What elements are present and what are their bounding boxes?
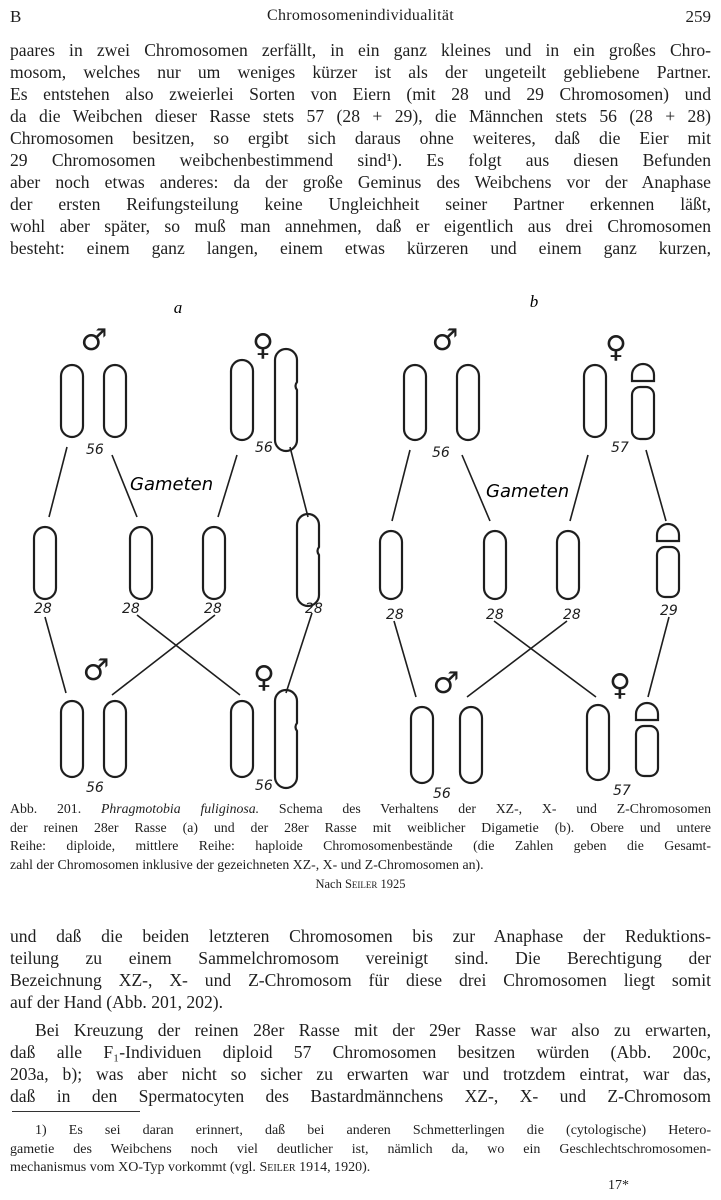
text-line: besteht: einem ganz langen, einem etwas kürzeren und einem ganz kurzen, xyxy=(10,238,711,258)
text-line: auf der Hand (Abb. 201, 202). xyxy=(10,992,224,1012)
text-line: Bezeichnung XZ-, X- und Z-Chromosom für diese drei Chromosomen liegt somit xyxy=(10,970,711,990)
figure-caption xyxy=(10,800,711,894)
male-symbol-icon: ♂ xyxy=(432,666,460,701)
chromosome xyxy=(457,365,479,440)
chromosome xyxy=(34,527,56,599)
text-line: und daß die beiden letzteren Chromosomen bis zur Anaphase der Reduktions- xyxy=(10,926,711,946)
footnote-author: Seiler xyxy=(259,1160,296,1175)
chromosome xyxy=(130,527,152,599)
female-symbol-icon: ♀ xyxy=(605,330,627,365)
count-label: 28 xyxy=(563,607,581,623)
panel-label-b: b xyxy=(529,295,539,311)
source-year: 1925 xyxy=(380,877,406,891)
caption-text: Schema des Verhaltens der XZ-, X- und Z-Chromosomen xyxy=(278,801,712,816)
source-author: Seiler xyxy=(344,877,378,891)
chromosome xyxy=(61,701,83,777)
running-header xyxy=(10,7,711,29)
chromosome-constricted xyxy=(275,690,297,788)
paragraph-2 xyxy=(10,925,711,1107)
text-line: daß alle F₁-Individuen diploid 57 Chromosomen besitzen würden (Abb. 200c, xyxy=(10,1042,711,1062)
male-symbol-icon: ♂ xyxy=(82,653,110,688)
chromosome xyxy=(411,707,433,783)
text-line: da die Weibchen dieser Rasse stets 57 (28 + 29), die Männchen stets 56 (28 + 28) xyxy=(10,106,711,126)
footnote xyxy=(10,1122,711,1178)
chromosome-constricted xyxy=(297,514,319,606)
count-label: 28 xyxy=(386,607,404,623)
chromosome xyxy=(203,527,225,599)
chromosome-x xyxy=(636,726,658,776)
chromosome-z-cap xyxy=(657,524,679,541)
gameten-label: Gameten xyxy=(130,474,214,495)
caption-line: zahl der Chromosomen inklusive der gezeichneten XZ-, X- und Z-Chromosomen an). xyxy=(10,856,484,872)
text-line: mosom, welches nur um weniges kürzer ist als der ungeteilt gebliebene Partner. xyxy=(10,62,711,82)
chromosome-z-cap xyxy=(632,364,654,381)
paragraph-1 xyxy=(10,39,711,259)
caption-source: Nach Seiler 1925 xyxy=(315,877,406,891)
caption-species: Phragmotobia fuliginosa. xyxy=(100,801,260,816)
text-line: daß in den Spermatocyten des Bastardmännchens XZ-, X- und Z-Chromosom xyxy=(10,1086,711,1106)
female-symbol-icon: ♀ xyxy=(253,660,275,695)
male-symbol-icon: ♂ xyxy=(431,323,459,358)
text-line: Es entstehen also zweierlei Sorten von Eiern (mit 28 und 29 Chromosomen) und xyxy=(10,84,711,104)
signature-mark: 17* xyxy=(608,1178,629,1193)
female-symbol-icon: ♀ xyxy=(609,668,631,703)
text-line: paares in zwei Chromosomen zerfällt, in ein ganz kleines und in ein großes Chro- xyxy=(10,40,711,60)
text-line: wohl aber später, so muß man annehmen, daß er eigentlich aus drei Chromosomen xyxy=(10,216,711,236)
text-line: Bei Kreuzung der reinen 28er Rasse mit der 29er Rasse war also zu erwarten, xyxy=(35,1020,711,1040)
chromosome xyxy=(557,531,579,599)
chromosome xyxy=(404,365,426,440)
page-number: 259 xyxy=(685,7,711,26)
gameten-label: Gameten xyxy=(486,481,570,502)
count-label: 28 xyxy=(305,601,323,617)
footnote-line: gametie des Weibchens noch viel deutlicher ist, nämlich da, wo ein Geschlechtschromosomen- xyxy=(10,1141,711,1157)
text-line: 203a, b); was aber nicht so sicher zu erwarten war und trotzdem eintrat, war das, xyxy=(10,1064,711,1084)
chromosome xyxy=(104,365,126,437)
male-symbol-icon: ♂ xyxy=(80,323,108,358)
chromosome xyxy=(460,707,482,783)
panel-label-a: a xyxy=(173,298,183,317)
caption-line: der reinen 28er Rasse (a) und der 28er Rasse mit weiblicher Digametie (b). Obere und untere xyxy=(10,819,711,835)
chromosome xyxy=(584,365,606,437)
chromosome xyxy=(231,701,253,777)
chromosome-diagram xyxy=(0,295,721,800)
count-label: 28 xyxy=(122,601,140,617)
text-line: der ersten Reifungsteilung keine Ungleichheit seiner Partner erkennen läßt, xyxy=(10,194,711,214)
count-label: 28 xyxy=(204,601,222,617)
count-label: 56 xyxy=(86,442,104,458)
chromosome xyxy=(484,531,506,599)
text-line: aber noch etwas anderes: da der große Geminus des Weibchens vor der Anaphase xyxy=(10,172,711,192)
chromosome-z-cap xyxy=(636,703,658,720)
count-label: 56 xyxy=(255,440,273,456)
chromosome xyxy=(587,705,609,780)
count-label: 29 xyxy=(660,603,678,619)
count-label: 28 xyxy=(486,607,504,623)
text-line: 29 Chromosomen weibchenbestimmend sind¹). Es folgt aus diesen Befunden xyxy=(10,150,711,170)
caption-line: Reihe: diploide, mittlere Reihe: haploide Chromosomenbestände (die Zahlen geben die Gesamt- xyxy=(10,838,711,853)
female-symbol-icon: ♀ xyxy=(252,328,274,363)
count-label: 28 xyxy=(34,601,52,617)
footnote-line: 1) Es sei daran erinnert, daß bei anderen Schmetterlingen die (cytologische) Hetero- xyxy=(35,1123,711,1138)
count-label: 56 xyxy=(86,780,104,796)
count-label: 56 xyxy=(432,445,450,461)
chromosome xyxy=(380,531,402,599)
chromosome-x xyxy=(657,547,679,597)
header-title: Chromosomenindividualität xyxy=(266,7,455,24)
caption-line xyxy=(10,800,711,819)
count-label: 57 xyxy=(613,783,631,799)
count-label: 56 xyxy=(433,786,451,800)
text-line: Chromosomen besitzen, so ergibt sich daraus ohne weiteres, daß die Eier mit xyxy=(10,128,711,148)
count-label: 56 xyxy=(255,778,273,794)
header-section-letter: B xyxy=(10,7,22,26)
chromosome xyxy=(61,365,83,437)
chromosome-x xyxy=(632,387,654,439)
figure-201 xyxy=(0,295,721,800)
chromosome xyxy=(231,360,253,440)
footnote-rule xyxy=(12,1111,140,1112)
count-label: 57 xyxy=(611,440,629,456)
text-line: teilung zu einem Sammelchromosom vereinigt sind. Die Berechtigung der xyxy=(10,948,711,968)
footnote-line: mechanismus vom XO-Typ vorkommt (vgl. Seiler 1914, 1920). xyxy=(10,1160,371,1175)
chromosome xyxy=(104,701,126,777)
caption-abb: Abb. 201. xyxy=(10,801,82,816)
chromosome-constricted xyxy=(275,349,297,451)
